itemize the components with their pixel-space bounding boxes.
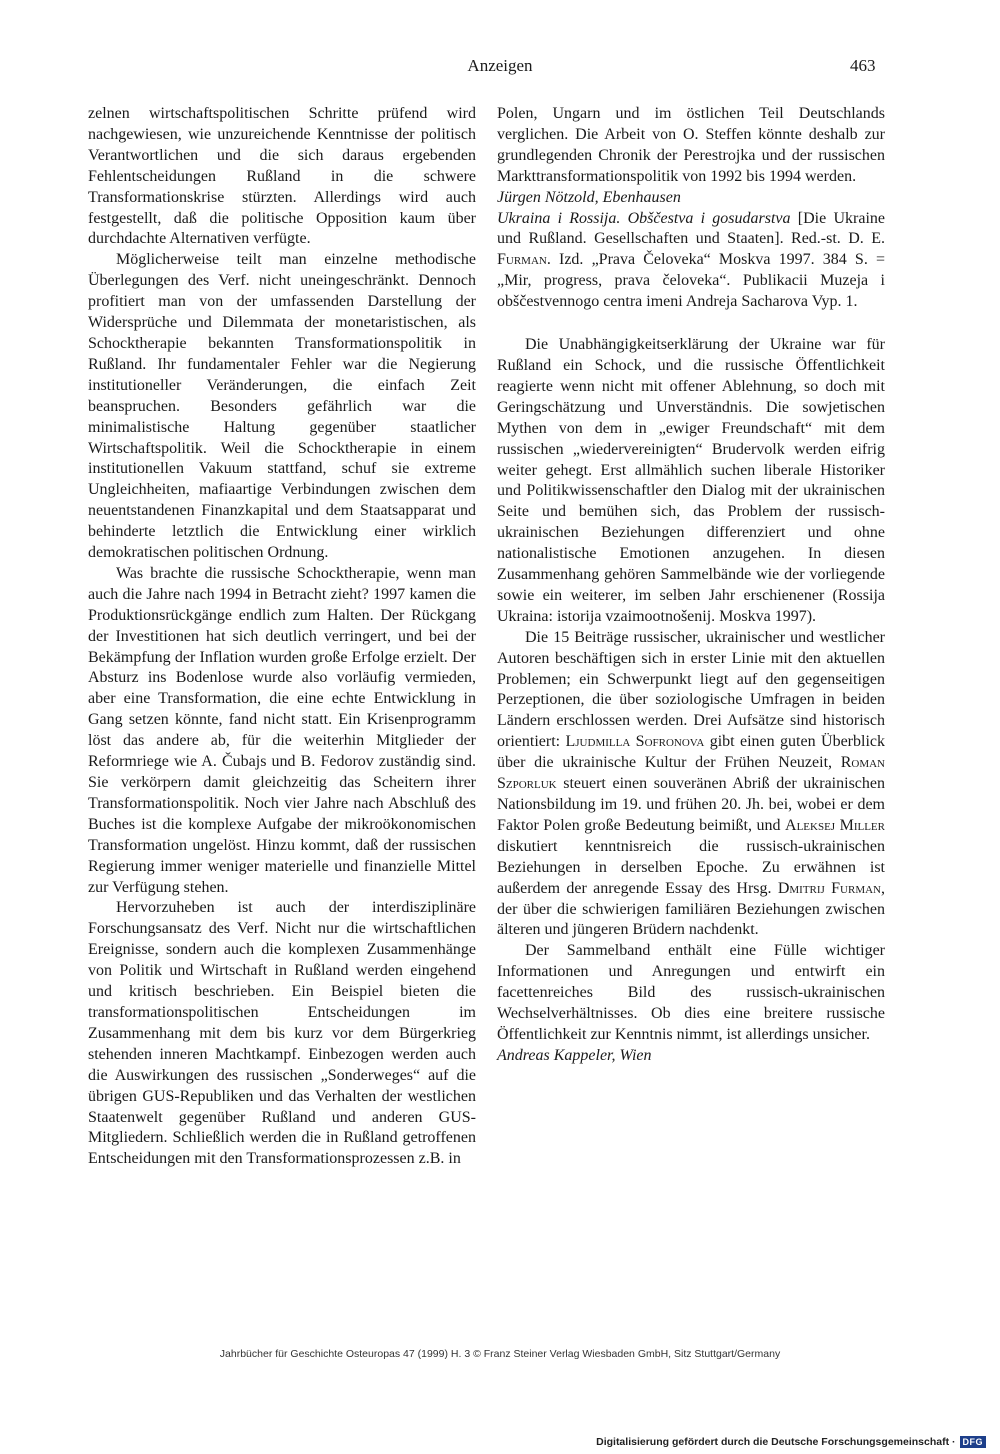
book-title: Ukraina i Rossija. Obščestva i gosudarstva: [497, 209, 791, 227]
text-run: Die 15 Beiträge russischer, ukrainischer und westlicher Autoren beschäftigen sich in erster Linie mit den aktuellen Problemen; ein Schwerpunkt liegt auf den gegenseitigen Perzeptionen, die über soziologische Umfragen in beiden Ländern erschlossen werden. Drei Aufsätze sind historisch orientiert:: [497, 628, 885, 751]
paragraph: Hervorzuheben ist auch der interdisziplinäre Forschungsansatz des Verf. Nicht nur die wirtschaftlichen Ereignisse, sondern auch die komplexen Zusammenhänge von Politik und Wirtschaft in Rußland werden eingehend und kritisch beschrieben. Ein Beispiel bieten die transformationspolitischen Entscheidungen im Zusammenhang mit dem bis kurz vor dem Bürgerkrieg stehenden inneren Machtkampf. Einbezogen werden auch die Auswirkungen des russischen „Sonderweges“ auf die übrigen GUS-Republiken und das Verhalten der westlichen Staatenwelt gegenüber Rußland und anderen GUS-Mitgliedern. Schließlich werden die in Rußland getroffenen Entscheidungen mit den Transformationsprozessen z.B. in: [88, 899, 476, 1168]
text-run: , der über die schwierigen familiären Beziehungen zwischen älteren und jüngeren Brüdern nachdenkt.: [497, 879, 885, 939]
author-name: Dmitrij Furman: [777, 879, 881, 897]
paragraph: Möglicherweise teilt man einzelne methodische Überlegungen des Verf. nicht uneingeschränkt. Dennoch profitiert man von der umfassenden Darstellung der Widersprüche und Dilemmata der monetaristischen, als Schocktherapie bekannten Transformationspolitik in Rußland. Ihr fundamentaler Fehler war die Negierung institutioneller Veränderungen, die einfach Zeit beanspruchen. Besonders gefährlich war die minimalistische Haltung gegenüber staatlicher Wirtschaftspolitik. Weil die Schocktherapie in einem institutionellen Vakuum stattfand, schuf sie extreme Ungleichheiten, mafiaartige Verbindungen zwischen dem neuentstandenen Finanzkapital und dem Staatsapparat und behinderte letztlich die Entwicklung einer wirklich demokratischen politischen Ordnung.: [88, 251, 476, 562]
spacer: [497, 313, 885, 335]
paragraph: zelnen wirtschaftspolitischen Schritte prüfend wird nachgewiesen, wie unzureichende Kenntnisse der politisch Verantwortlichen und die sich daraus ergebenden Fehlentscheidungen Rußland in die schwere Transformationskrise stürzten. Allerdings wird auch festgestellt, daß die politische Opposition kaum über durchdachte Alternativen verfügte.: [88, 105, 476, 248]
paragraph: Was brachte die russische Schocktherapie, wenn man auch die Jahre nach 1994 in Betracht zieht? 1997 kamen die Produktionsrückgänge endlich zum Halten. Der Rückgang der Investitionen hat sich deutlich verringert, und bei der Bekämpfung der Inflation wurden große Erfolge erzielt. Der Absturz ins Bodenlose wurde also vorläufig vermieden, aber eine Transformation, die eine echte Entwicklung in Gang setzen könnte, fand nicht statt. Ein Krisenprogramm löst das andere ab, für die weiterhin Mitglieder der Reformriege wie A. Čubajs und B. Fedorov zuständig sind. Sie verkörpern damit gleichzeitig das Scheitern ihrer Transformationspolitik. Noch vier Jahre nach Abschluß des Buches ist die komplexe Aufgabe der mikroökonomischen Transformation ungelöst. Hinzu kommt, daß der russischen Regierung immer weniger materielle und finanzielle Mittel zur Verfügung stehen.: [88, 564, 476, 896]
author-name: Ljudmilla Sofronova: [565, 733, 705, 751]
author-name: Roman Szporluk: [497, 754, 885, 793]
text-run: diskutiert kenntnisreich die russisch-ukrainischen Beziehungen in derselben Epoche. Zu erwähnen ist außerdem der anregende Essay des Hrsg.: [497, 837, 885, 897]
text-run: steuert einen souveränen Abriß der ukrainischen Nationsbildung im 19. und frühen 20. Jh. bei, wobei er dem Faktor Polen große Bedeutung beimißt, und: [497, 775, 885, 834]
running-header: Anzeigen: [467, 56, 533, 75]
digitization-text: Digitalisierung gefördert durch die Deutsche Forschungsgemeinschaft ·: [596, 1436, 956, 1448]
page-number: 463: [850, 56, 876, 75]
left-column: [88, 104, 476, 1170]
paragraph: [497, 628, 885, 942]
text-run: gibt einen guten Überblick über die ukrainische Kultur der Frühen Neuzeit,: [497, 733, 885, 772]
editor-name: Furman: [497, 251, 547, 269]
paragraph: Polen, Ungarn und im östlichen Teil Deutschlands verglichen. Die Arbeit von O. Steffen könnte deshalb zur grundlegenden Chronik der Perestrojka und der russischen Markttransformationspolitik von 1992 bis 1994 werden.: [497, 105, 885, 185]
review-signature: Andreas Kappeler, Wien: [497, 1046, 652, 1064]
review-signature: Jürgen Nötzold, Ebenhausen: [497, 188, 681, 206]
right-column: [497, 104, 885, 1067]
journal-footer: Jahrbücher für Geschichte Osteuropas 47 (1999) H. 3 © Franz Steiner Verlag Wiesbaden GmbH, Sitz Stuttgart/Germany: [219, 1348, 781, 1360]
paragraph: Der Sammelband enthält eine Fülle wichtiger Informationen und Anregungen und entwirft ein facettenreiches Bild des russisch-ukrainischen Wechselverhältnisses. Ob dies eine breitere russische Öffentlichkeit zur Kenntnis nimmt, ist allerdings unsicher.: [497, 942, 885, 1043]
bibliographic-entry: [497, 209, 885, 314]
author-name: Aleksej Miller: [785, 816, 885, 834]
dfg-logo: DFG: [960, 1436, 987, 1448]
bib-text: . Izd. „Prava Čeloveka“ Moskva 1997. 384 S. = „Mir, progress, prava čeloveka“. Publikacii Muzeja i obščestvennogo centra imeni Andreja Sacharova Vyp. 1.: [497, 251, 885, 311]
bib-text: [Die Ukraine und Rußland. Gesellschaften und Staaten]. Red.-st. D. E.: [497, 209, 885, 248]
digitization-note: [596, 1436, 986, 1448]
paragraph: Die Unabhängigkeitserklärung der Ukraine war für Rußland ein Schock, und die russische Öffentlichkeit reagierte wenn nicht mit offener Ablehnung, so doch mit Geringschätzung und Unverständnis. Die sowjetischen Mythen von dem in „ewiger Freundschaft“ mit dem russischen „wiedervereinigten“ Brudervolk werden eifrig weiter gehegt. Erst allmählich suchen liberale Historiker und Politikwissenschaftler den Dialog mit der ukrainischen Seite und bemühen sich, das Problem der russisch-ukrainischen Beziehungen differenziert und ohne nationalistische Emotionen anzugehen. In diesen Zusammenhang gehören Sammelbände wie der vorliegende sowie ein weiterer, im selben Jahr erschienener (Rossija Ukraina: istorija vzaimootnošenij. Moskva 1997).: [497, 336, 885, 625]
